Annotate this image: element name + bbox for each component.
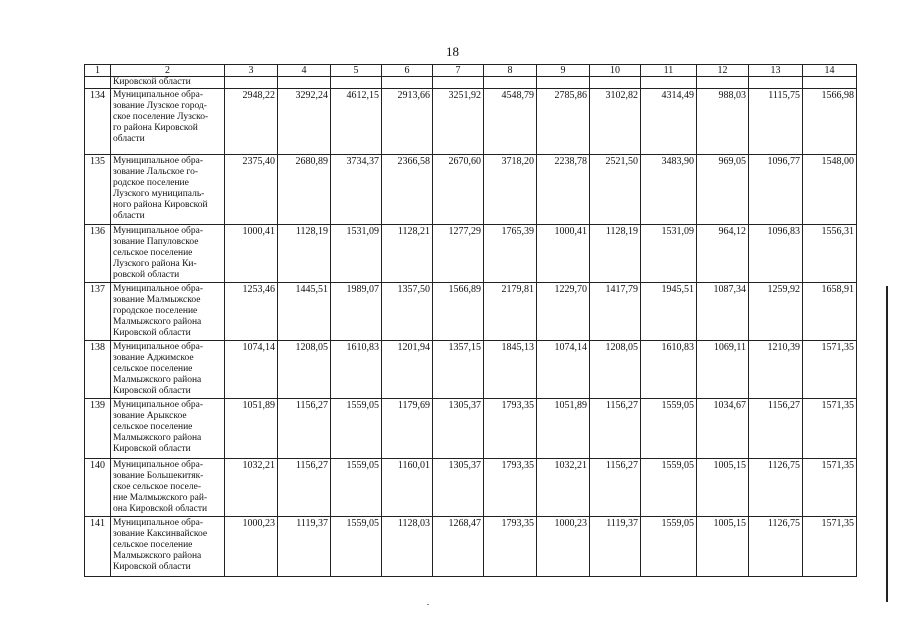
value-cell-col-8: 1793,35 [484,459,537,517]
table-row [85,283,857,341]
value-cell-col-6: 1160,01 [382,459,433,517]
value-cell-col-7: 1566,89 [433,283,484,341]
column-number-9: 9 [537,65,590,77]
value-cell-col-6: 2913,66 [382,89,433,155]
value-cell-col-12: 964,12 [697,225,749,283]
value-cell-col-9: 1229,70 [537,283,590,341]
value-cell-col-3: 1051,89 [225,399,278,459]
value-cell-col-13: 1156,27 [749,399,803,459]
table-row [85,459,857,517]
value-cell-col-12: 988,03 [697,89,749,155]
municipality-name-line: Малмыжского района [113,317,202,327]
municipality-name-line: ское поселение Лузско- [113,112,209,122]
value-cell-col-7: 3251,92 [433,89,484,155]
municipality-name-line: сельское поселение [113,248,193,258]
municipality-name [111,517,225,577]
municipality-name-line: сельское поселение [113,540,193,550]
value-cell-col-13: 1259,92 [749,283,803,341]
row-number: 134 [85,89,111,155]
value-cell-col-3: 1074,14 [225,341,278,399]
municipality-name [111,225,225,283]
value-cell-col-11: 1559,05 [641,517,697,577]
value-cell-col-9: 2238,78 [537,155,590,225]
table-row [85,517,857,577]
row-number: 141 [85,517,111,577]
value-cell-col-13: 1096,83 [749,225,803,283]
municipality-name-line: Лузского муниципаль- [113,189,205,199]
value-cell-col-8: 1845,13 [484,341,537,399]
value-cell-col-14: 1571,35 [803,399,857,459]
municipality-name-line: Муниципальное обра- [113,90,204,100]
value-cell-col-11: 1559,05 [641,399,697,459]
value-cell-col-3: 1253,46 [225,283,278,341]
value-cell-col-5: 1610,83 [331,341,382,399]
value-cell-col-9: 1074,14 [537,341,590,399]
value-cell-col-13: 1210,39 [749,341,803,399]
row-number-cell [85,77,111,89]
column-number-1: 1 [85,65,111,77]
municipality-name-line: области [113,134,145,144]
column-number-6: 6 [382,65,433,77]
value-cell-col-5: 4612,15 [331,89,382,155]
value-cell-col-11: 3483,90 [641,155,697,225]
value-cell-col-9: 1032,21 [537,459,590,517]
value-cell-col-8: 2179,81 [484,283,537,341]
value-cell-col-14: 1658,91 [803,283,857,341]
table-row [85,225,857,283]
table-row [85,155,857,225]
value-cell-col-13: 1115,75 [749,89,803,155]
value-cell-col-3: 1000,23 [225,517,278,577]
row-number: 135 [85,155,111,225]
value-cell-col-10: 1119,37 [590,517,641,577]
table-row [85,341,857,399]
value-cell-col-11: 1559,05 [641,459,697,517]
municipality-name [111,89,225,155]
value-cell-col-3: 1000,41 [225,225,278,283]
scan-speck [427,604,429,605]
municipality-name-line: зование Лальское го- [113,167,198,177]
value-cell-col-4: 1208,05 [278,341,331,399]
value-cell-col-10: 1208,05 [590,341,641,399]
value-cell-col-6: 1179,69 [382,399,433,459]
value-cell-col-7: 1357,15 [433,341,484,399]
row-number: 136 [85,225,111,283]
municipality-name-line: Муниципальное обра- [113,342,204,352]
column-number-row [85,65,857,77]
municipality-name-line: зование Арыкское [113,411,187,421]
column-number-4: 4 [278,65,331,77]
value-cell-col-4: 1156,27 [278,399,331,459]
municipality-name-line: Малмыжского района [113,551,202,561]
municipality-name [111,341,225,399]
value-cell-col-11: 4314,49 [641,89,697,155]
municipality-name-line: Малмыжского района [113,375,202,385]
municipality-name-line: ного района Кировской [113,200,208,210]
municipality-name-line: го района Кировской [113,123,198,133]
municipality-name-line: Лузского района Ки- [113,259,197,269]
value-cell-col-6: 1201,94 [382,341,433,399]
value-cell-col-12: 1005,15 [697,459,749,517]
value-cell-col-8: 4548,79 [484,89,537,155]
value-cell-col-6: 1128,03 [382,517,433,577]
municipality-name [111,155,225,225]
value-cell-col-10: 1417,79 [590,283,641,341]
row-number: 138 [85,341,111,399]
value-cell-col-12: 969,05 [697,155,749,225]
value-cell-col-14: 1571,35 [803,459,857,517]
page-number: 18 [446,44,459,59]
value-cell-col-14: 1556,31 [803,225,857,283]
table-row [85,89,857,155]
value-cell-col-4: 3292,24 [278,89,331,155]
value-cell-col-9: 1000,41 [537,225,590,283]
municipality-name-line: Кировской области [113,562,191,572]
value-cell-col-9: 1000,23 [537,517,590,577]
column-number-5: 5 [331,65,382,77]
scan-border-line [886,286,888,602]
municipality-name-line: зование Каксинвайское [113,529,208,539]
value-cell-col-8: 1793,35 [484,517,537,577]
value-cell-col-4: 1445,51 [278,283,331,341]
data-table [84,64,857,577]
row-number: 139 [85,399,111,459]
value-cell-col-11: 1945,51 [641,283,697,341]
value-cell-col-10: 2521,50 [590,155,641,225]
municipality-name-line: области [113,211,145,221]
continuation-row [85,77,857,89]
column-number-13: 13 [749,65,803,77]
row-number: 140 [85,459,111,517]
value-cell-col-12: 1005,15 [697,517,749,577]
column-number-3: 3 [225,65,278,77]
value-cell-col-7: 1305,37 [433,399,484,459]
municipality-name-line: Муниципальное обра- [113,460,204,470]
value-cell-col-14: 1566,98 [803,89,857,155]
value-cell-col-6: 1128,21 [382,225,433,283]
value-cell-col-13: 1096,77 [749,155,803,225]
municipality-name-line: Кировской области [113,386,191,396]
municipality-name-line: зование Аджимское [113,353,194,363]
value-cell-col-5: 1559,05 [331,399,382,459]
value-cell-col-11: 1531,09 [641,225,697,283]
value-cell-col-14: 1571,35 [803,517,857,577]
row-number: 137 [85,283,111,341]
municipality-name-line: ское сельское поселе- [113,482,201,492]
municipality-name-line: Кировской области [113,328,191,338]
value-cell-col-12: 1069,11 [697,341,749,399]
value-cell-col-5: 3734,37 [331,155,382,225]
value-cell-col-4: 2680,89 [278,155,331,225]
municipality-name-line: ровской области [113,270,180,280]
municipality-name-line: зование Папуловское [113,237,199,247]
value-cell-col-14: 1571,35 [803,341,857,399]
value-cell-col-13: 1126,75 [749,459,803,517]
column-number-12: 12 [697,65,749,77]
value-cell-col-5: 1559,05 [331,517,382,577]
municipality-name-line: Кировской области [113,444,191,454]
value-cell-col-10: 1156,27 [590,459,641,517]
municipality-name-line: зование Малмыжское [113,295,201,305]
value-cell-col-6: 1357,50 [382,283,433,341]
column-number-8: 8 [484,65,537,77]
value-cell-col-4: 1128,19 [278,225,331,283]
value-cell-col-3: 2375,40 [225,155,278,225]
municipality-name-line: Муниципальное обра- [113,518,204,528]
municipality-name-line: Муниципальное обра- [113,226,204,236]
value-cell-col-8: 1793,35 [484,399,537,459]
municipality-name-line: зование Большекитяк- [113,471,204,481]
value-cell-col-10: 1156,27 [590,399,641,459]
municipality-name-line: Муниципальное обра- [113,284,204,294]
value-cell-col-8: 3718,20 [484,155,537,225]
value-cell-col-9: 2785,86 [537,89,590,155]
value-cell-col-7: 1277,29 [433,225,484,283]
municipality-name-line: городское поселение [113,306,198,316]
value-cell-col-7: 2670,60 [433,155,484,225]
municipality-name-line: зование Лузское город- [113,101,207,111]
value-cell-col-4: 1119,37 [278,517,331,577]
value-cell-col-5: 1531,09 [331,225,382,283]
value-cell-col-7: 1268,47 [433,517,484,577]
value-cell-col-8: 1765,39 [484,225,537,283]
value-cell-col-5: 1559,05 [331,459,382,517]
municipality-name-line: Муниципальное обра- [113,400,204,410]
value-cell-col-4: 1156,27 [278,459,331,517]
municipality-name-line: сельское поселение [113,364,193,374]
municipality-name-line: сельское поселение [113,422,193,432]
municipality-name-line: Муниципальное обра- [113,156,204,166]
municipality-name-line: Малмыжского района [113,433,202,443]
value-cell-col-10: 1128,19 [590,225,641,283]
value-cell-col-14: 1548,00 [803,155,857,225]
column-number-14: 14 [803,65,857,77]
column-number-10: 10 [590,65,641,77]
table-row [85,399,857,459]
column-number-7: 7 [433,65,484,77]
municipality-name-line: родское поселение [113,178,189,188]
continuation-text: Кировской области [111,77,225,89]
column-number-2: 2 [111,65,225,77]
municipality-name [111,459,225,517]
municipality-name [111,283,225,341]
value-cell-col-9: 1051,89 [537,399,590,459]
value-cell-col-11: 1610,83 [641,341,697,399]
value-cell-col-7: 1305,37 [433,459,484,517]
value-cell-col-5: 1989,07 [331,283,382,341]
value-cell-col-3: 1032,21 [225,459,278,517]
value-cell-col-12: 1034,67 [697,399,749,459]
value-cell-col-12: 1087,34 [697,283,749,341]
value-cell-col-10: 3102,82 [590,89,641,155]
column-number-11: 11 [641,65,697,77]
municipality-name-line: ние Малмыжского рай- [113,493,208,503]
municipality-name-line: она Кировской области [113,504,208,514]
value-cell-col-3: 2948,22 [225,89,278,155]
municipality-name [111,399,225,459]
value-cell-col-6: 2366,58 [382,155,433,225]
value-cell-col-13: 1126,75 [749,517,803,577]
